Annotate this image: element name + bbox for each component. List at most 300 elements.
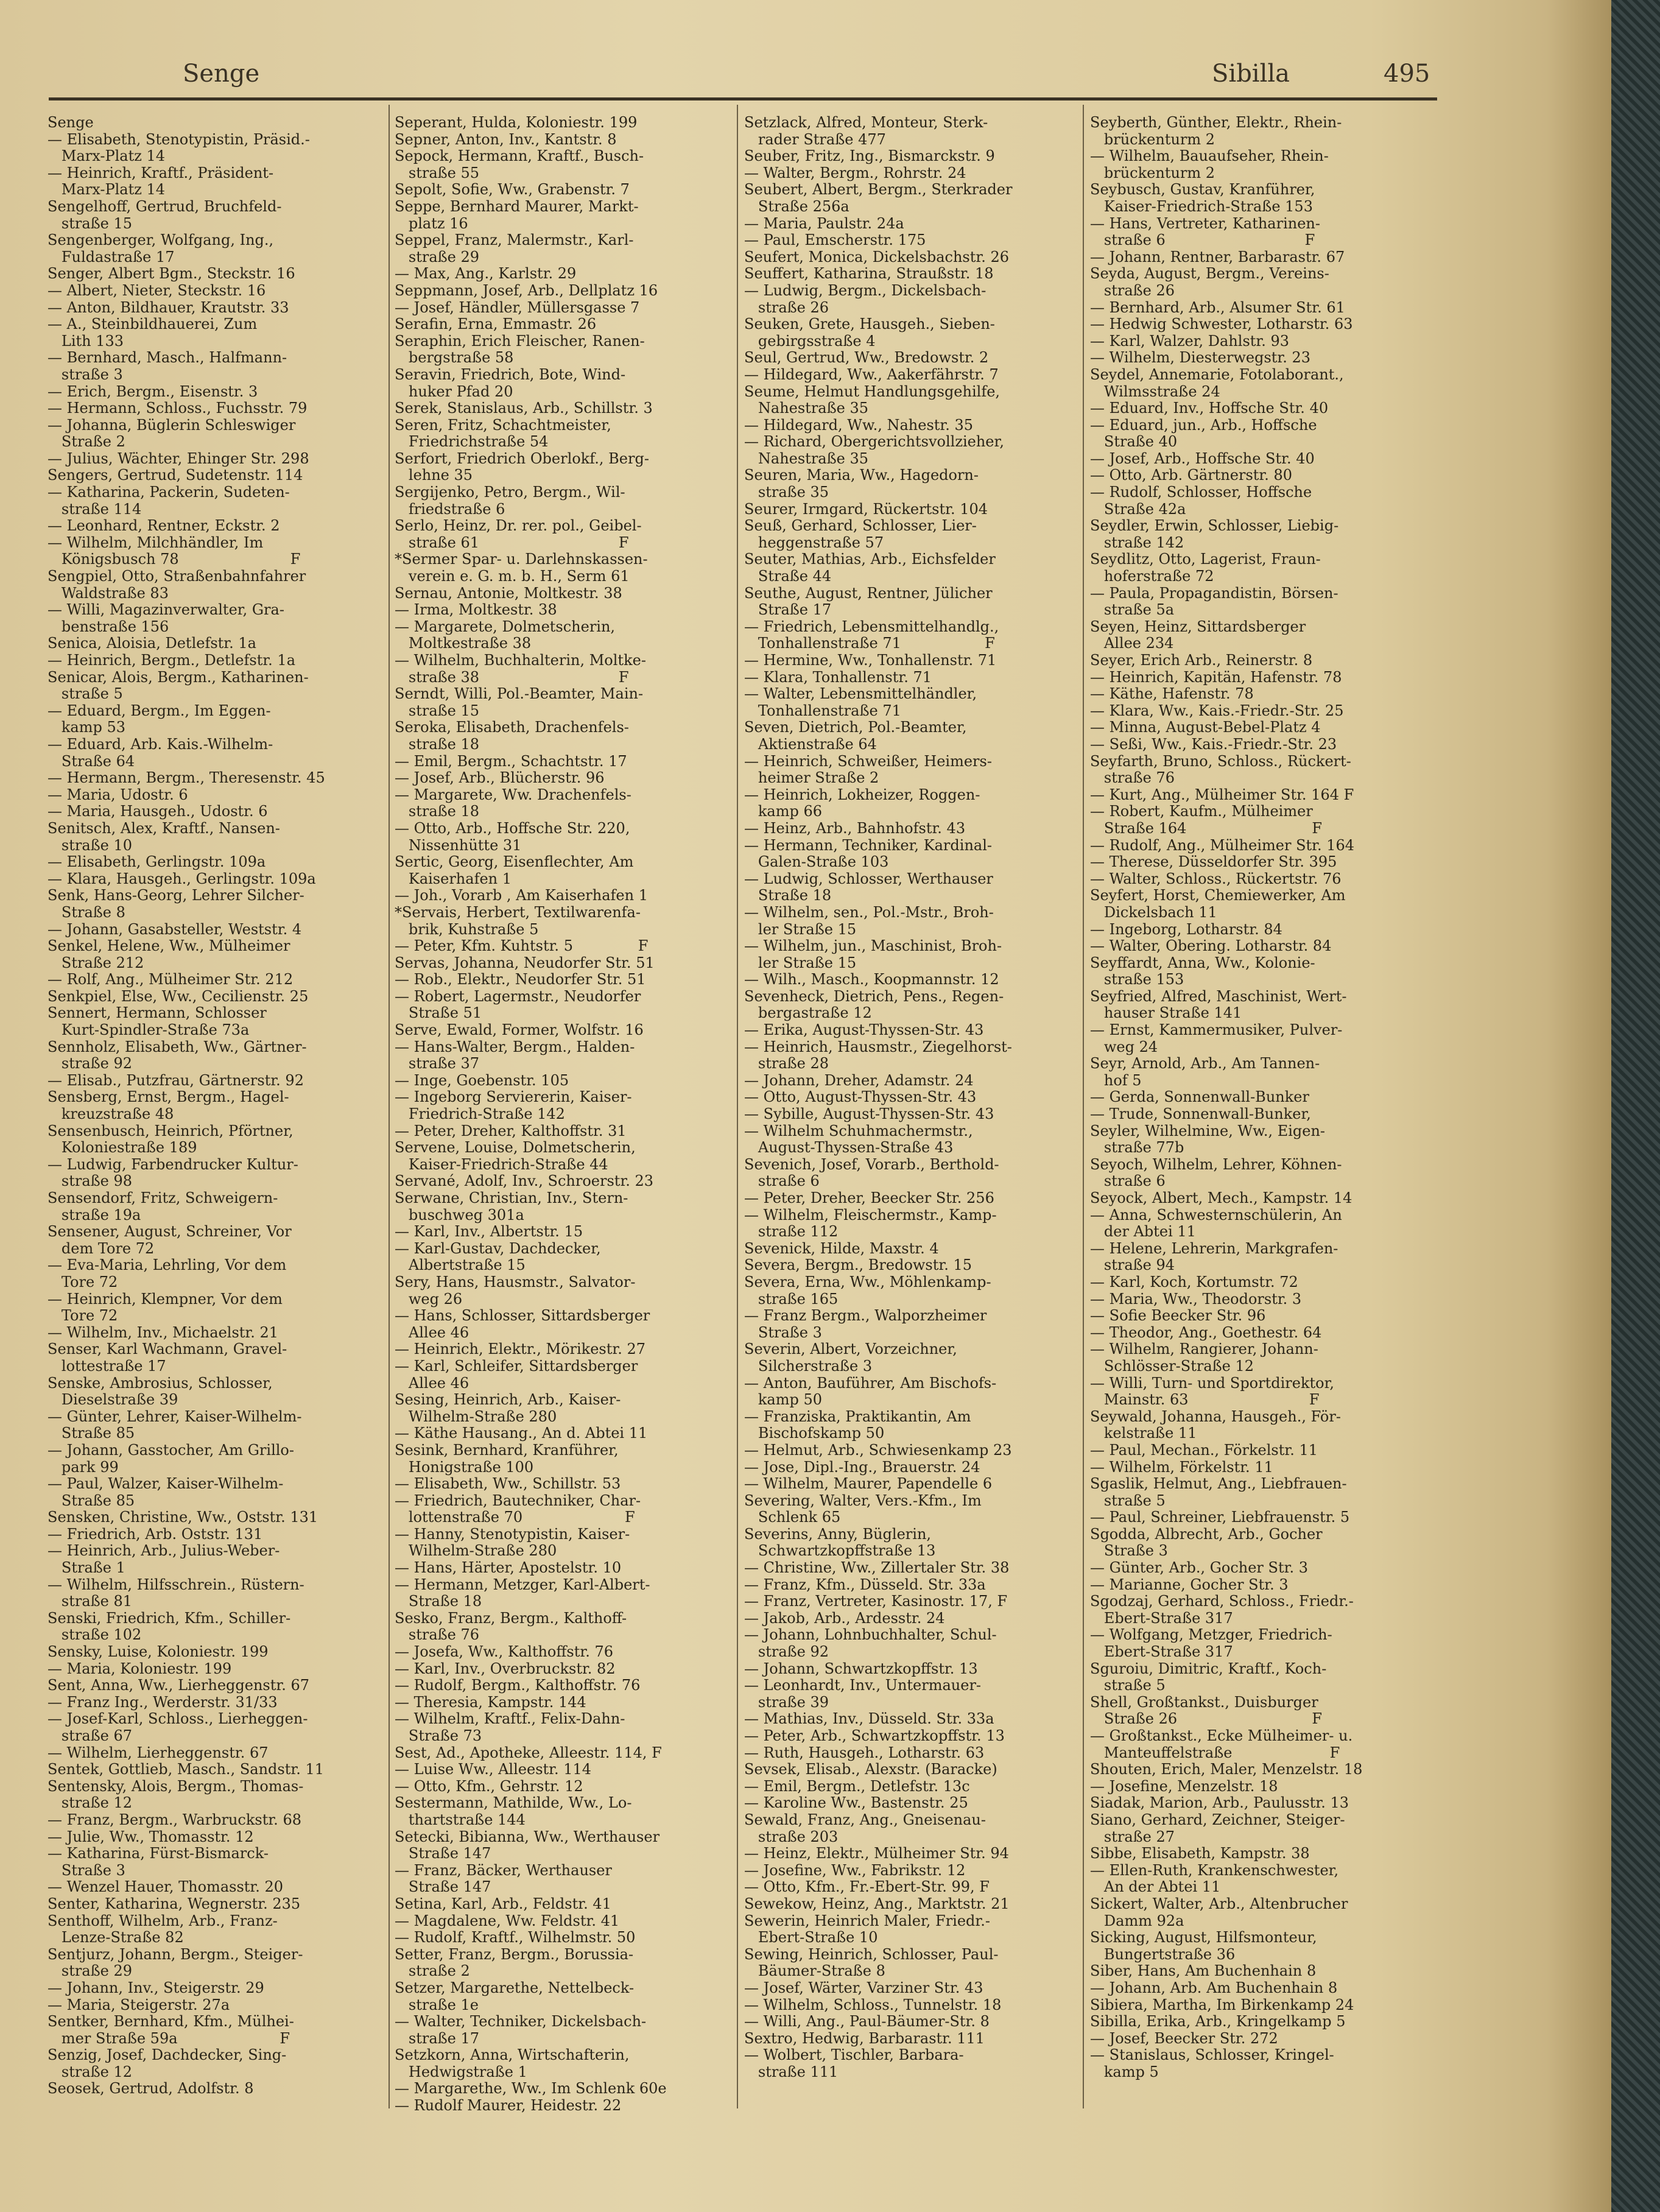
directory-line: Senk, Hans-Georg, Lehrer Silcher- (47, 887, 304, 904)
directory-line: — Karl, Inv., Albertstr. 15 (395, 1223, 583, 1241)
directory-line: kamp 53 (47, 719, 126, 736)
directory-line: Sibbe, Elisabeth, Kampstr. 38 (1090, 1845, 1310, 1862)
directory-line: Straße 2 (47, 433, 125, 451)
directory-line: Nahestraße 35 (744, 400, 869, 417)
directory-line: hauser Straße 141 (1090, 1004, 1242, 1022)
directory-line: — Josefine, Ww., Fabrikstr. 12 (744, 1861, 966, 1879)
directory-line: straße 17 (395, 2029, 480, 2047)
directory-line: Senske, Ambrosius, Schlosser, (47, 1374, 273, 1392)
directory-line: — Walter, Obering. Lotharstr. 84 (1090, 937, 1332, 955)
directory-line: Seuren, Maria, Ww., Hagedorn- (744, 467, 979, 484)
directory-line: — Wilhelm, Inv., Michaelstr. 21 (47, 1323, 279, 1341)
directory-line: mer Straße 59a F (47, 2029, 290, 2047)
directory-line: Friedrichstraße 54 (395, 433, 549, 451)
directory-line: Seyfert, Horst, Chemiewerker, Am (1090, 887, 1346, 904)
directory-line: — Johann, Dreher, Adamstr. 24 (744, 1071, 974, 1089)
directory-line: Schwartzkopffstraße 13 (744, 1542, 936, 1560)
directory-line: straße 6 (744, 1172, 820, 1190)
directory-line: — Heinrich, Elektr., Mörikestr. 27 (395, 1340, 646, 1358)
directory-line: — Käthe Hausang., An d. Abtei 11 (395, 1425, 648, 1442)
directory-line: Senkpiel, Else, Ww., Cecilienstr. 25 (47, 987, 309, 1005)
directory-line: — Maria, Udostr. 6 (47, 786, 188, 803)
directory-line: straße 39 (744, 1693, 829, 1711)
directory-line: straße 28 (744, 1055, 829, 1073)
directory-line: — Erich, Bergm., Eisenstr. 3 (47, 382, 258, 400)
directory-line: weg 24 (1090, 1038, 1158, 1055)
directory-line: — Wolfgang, Metzger, Friedrich- (1090, 1626, 1332, 1644)
directory-line: Straße 26 F (1090, 1710, 1323, 1728)
directory-line: Straße 147 (395, 1878, 491, 1896)
directory-line: Sensener, August, Schreiner, Vor (47, 1223, 292, 1241)
directory-line: straße 6 (1090, 1172, 1166, 1190)
directory-line: Straße 73 (395, 1727, 482, 1744)
directory-line: Seume, Helmut Handlungsgehilfe, (744, 382, 1001, 400)
directory-line: — Otto, Arb. Gärtnerstr. 80 (1090, 467, 1293, 484)
directory-line: Albertstraße 15 (395, 1256, 526, 1274)
directory-line: Sepner, Anton, Inv., Kantstr. 8 (395, 130, 617, 148)
directory-line: — Heinrich, Schweißer, Heimers- (744, 752, 992, 770)
directory-line: ler Straße 15 (744, 920, 857, 938)
book-spine (1611, 0, 1660, 2212)
directory-line: — Wilhelm, Milchhändler, Im (47, 534, 264, 551)
directory-line: Serafin, Erna, Emmastr. 26 (395, 315, 597, 333)
directory-line: straße 10 (47, 836, 133, 854)
directory-line: straße 19a (47, 1206, 141, 1224)
directory-line: — Paul, Mechan., Förkelstr. 11 (1090, 1441, 1318, 1459)
directory-line: — Margarete, Ww. Drachenfels- (395, 786, 631, 803)
directory-line: *Sermer Spar- u. Darlehnskassen- (395, 551, 648, 568)
directory-line: Sengenberger, Wolfgang, Ing., (47, 231, 274, 249)
directory-line: — Helmut, Arb., Schwiesenkamp 23 (744, 1441, 1012, 1459)
directory-line: straße 92 (47, 1055, 133, 1073)
directory-line: huker Pfad 20 (395, 382, 513, 400)
directory-line: — Heinrich, Bergm., Detlefstr. 1a (47, 652, 296, 669)
directory-line: Seuter, Mathias, Arb., Eichsfelder (744, 551, 996, 568)
directory-line: Seuß, Gerhard, Schlosser, Lier- (744, 517, 977, 535)
directory-line: straße 38 F (395, 668, 629, 686)
directory-line: — Johann, Inv., Steigerstr. 29 (47, 1979, 264, 1996)
directory-line: — Willi, Magazinverwalter, Gra- (47, 601, 284, 619)
directory-line: Servene, Louise, Dolmetscherin, (395, 1139, 636, 1157)
directory-line: Seosek, Gertrud, Adolfstr. 8 (47, 2080, 254, 2098)
directory-line: Senter, Katharina, Wegnerstr. 235 (47, 1895, 301, 1912)
directory-line: friedstraße 6 (395, 500, 505, 518)
directory-line: Wilmsstraße 24 (1090, 382, 1220, 400)
directory-line: — Karl, Inv., Overbruckstr. 82 (395, 1660, 616, 1677)
directory-line: Serndt, Willi, Pol.-Beamter, Main- (395, 685, 644, 703)
directory-line: — Paula, Propagandistin, Börsen- (1090, 584, 1338, 602)
directory-line: — Stanislaus, Schlosser, Kringel- (1090, 2046, 1334, 2064)
directory-line: lehne 35 (395, 467, 473, 484)
directory-line: An der Abtei 11 (1090, 1878, 1221, 1896)
directory-line: kamp 50 (744, 1391, 823, 1409)
directory-line: Senitsch, Alex, Kraftf., Nansen- (47, 819, 280, 837)
column-divider (737, 105, 738, 2108)
directory-line: benstraße 156 (47, 618, 169, 635)
directory-line: verein e. G. m. b. H., Serm 61 (395, 568, 630, 585)
directory-line: weg 26 (395, 1290, 463, 1308)
directory-line: — Johann, Rentner, Barbarastr. 67 (1090, 248, 1345, 266)
directory-line: — Otto, Kfm., Gehrstr. 12 (395, 1777, 583, 1795)
directory-line: — Walter, Techniker, Dickelsbach- (395, 2013, 647, 2031)
directory-line: straße 2 (395, 1962, 470, 1980)
directory-line: bergastraße 12 (744, 1004, 872, 1022)
directory-line: Sewekow, Heinz, Ang., Marktstr. 21 (744, 1895, 1010, 1912)
directory-line: — Maria, Koloniestr. 199 (47, 1660, 232, 1677)
directory-line: — Wilhelm, Fleischermstr., Kamp- (744, 1206, 997, 1224)
directory-line: — Trude, Sonnenwall-Bunker, (1090, 1105, 1311, 1123)
directory-line: Severa, Erna, Ww., Möhlenkamp- (744, 1273, 991, 1291)
directory-line: Seuber, Fritz, Ing., Bismarckstr. 9 (744, 147, 995, 165)
directory-line: — Ludwig, Farbendrucker Kultur- (47, 1155, 298, 1173)
directory-line: brik, Kuhstraße 5 (395, 920, 539, 938)
directory-line: — Hermann, Techniker, Kardinal- (744, 836, 992, 854)
directory-line: — Hermann, Bergm., Theresenstr. 45 (47, 769, 325, 787)
directory-line: Seyoch, Wilhelm, Lehrer, Köhnen- (1090, 1155, 1342, 1173)
directory-line: Kaiserhafen 1 (395, 870, 512, 887)
directory-line: Waldstraße 83 (47, 584, 169, 602)
directory-line: lottestraße 17 (47, 1357, 166, 1375)
directory-line: straße 94 (1090, 1256, 1175, 1274)
directory-line: — Otto, August-Thyssen-Str. 43 (744, 1088, 977, 1106)
directory-line: — Klara, Hausgeh., Gerlingstr. 109a (47, 870, 316, 887)
directory-line: straße 35 (744, 484, 829, 501)
directory-line: — Inge, Goebenstr. 105 (395, 1071, 569, 1089)
directory-line: straße 5a (1090, 601, 1175, 619)
directory-line: straße 29 (47, 1962, 133, 1980)
directory-line: Senzig, Josef, Dachdecker, Sing- (47, 2046, 287, 2064)
directory-line: — Paul, Schreiner, Liebfrauenstr. 5 (1090, 1509, 1350, 1526)
directory-line: Sgaslik, Helmut, Ang., Liebfrauen- (1090, 1475, 1347, 1493)
directory-line: Siadak, Marion, Arb., Paulusstr. 13 (1090, 1794, 1349, 1812)
directory-line: Bischofskamp 50 (744, 1425, 885, 1442)
directory-line: — Richard, Obergerichtsvollzieher, (744, 433, 1004, 451)
directory-line: — Elisabeth, Ww., Schillstr. 53 (395, 1475, 621, 1493)
directory-line: — Klara, Ww., Kais.-Friedr.-Str. 25 (1090, 702, 1344, 719)
directory-line: Sepock, Hermann, Kraftf., Busch- (395, 147, 644, 165)
directory-line: — Elisabeth, Gerlingstr. 109a (47, 853, 266, 871)
directory-line: — Johann, Gasstocher, Am Grillo- (47, 1441, 294, 1459)
directory-line: Lenze-Straße 82 (47, 1929, 184, 1946)
directory-line: — Albert, Nieter, Steckstr. 16 (47, 281, 266, 299)
directory-line: Fuldastraße 17 (47, 248, 175, 266)
directory-line: — Friedrich, Lebensmittelhandlg., (744, 618, 999, 635)
directory-line: Sesko, Franz, Bergm., Kalthoff- (395, 1609, 627, 1627)
directory-line: straße 203 (744, 1828, 839, 1845)
directory-line: thartstraße 144 (395, 1811, 526, 1828)
directory-line: Bäumer-Straße 8 (744, 1962, 885, 1980)
directory-line: — Franz Ing., Werderstr. 31/33 (47, 1693, 278, 1711)
directory-line: — Julie, Ww., Thomasstr. 12 (47, 1828, 254, 1845)
directory-line: — Paul, Walzer, Kaiser-Wilhelm- (47, 1475, 284, 1493)
directory-line: — Max, Ang., Karlstr. 29 (395, 265, 577, 283)
directory-line: — Maria, Ww., Theodorstr. 3 (1090, 1290, 1302, 1308)
directory-line: — Heinz, Arb., Bahnhofstr. 43 (744, 819, 966, 837)
directory-line: Setzer, Margarethe, Nettelbeck- (395, 1979, 635, 1996)
directory-line: straße 114 (47, 500, 142, 518)
directory-line: — Christine, Ww., Zillertaler Str. 38 (744, 1559, 1010, 1577)
directory-line: Severa, Bergm., Bredowstr. 15 (744, 1256, 972, 1274)
directory-line: Schlösser-Straße 12 (1090, 1357, 1254, 1375)
directory-line: — Elisab., Putzfrau, Gärtnerstr. 92 (47, 1071, 304, 1089)
directory-line: Sevsek, Elisab., Alexstr. (Baracke) (744, 1761, 997, 1778)
directory-line: — Günter, Arb., Gocher Str. 3 (1090, 1559, 1308, 1577)
directory-line: Dieselstraße 39 (47, 1391, 178, 1409)
directory-line: — Hans-Walter, Bergm., Halden- (395, 1038, 635, 1055)
directory-line: — Minna, August-Bebel-Platz 4 (1090, 719, 1321, 736)
directory-line: — Josef, Beecker Str. 272 (1090, 2029, 1278, 2047)
directory-line: — Leonhard, Rentner, Eckstr. 2 (47, 517, 280, 535)
column-4 (1090, 114, 1419, 2080)
directory-line: straße 76 (1090, 769, 1175, 787)
directory-line: straße 153 (1090, 971, 1184, 988)
directory-line: — Hans, Schlosser, Sittardsberger (395, 1307, 650, 1325)
directory-line: Hedwigstraße 1 (395, 2063, 527, 2080)
header-rule (49, 97, 1437, 100)
directory-line: Tore 72 (47, 1273, 118, 1291)
directory-line: hof 5 (1090, 1071, 1142, 1089)
directory-line: Straße 18 (744, 887, 832, 904)
directory-line: — Hermann, Metzger, Karl-Albert- (395, 1576, 650, 1593)
directory-line: — Wilhelm, Rangierer, Johann- (1090, 1340, 1318, 1358)
directory-line: straße 81 (47, 1593, 133, 1610)
directory-line: — Hermine, Ww., Tonhallenstr. 71 (744, 652, 997, 669)
directory-line: gebirgsstraße 4 (744, 332, 876, 350)
directory-line: Seraphin, Erich Fleischer, Ranen- (395, 332, 645, 350)
directory-line: Sengers, Gertrud, Sudetenstr. 114 (47, 467, 303, 484)
directory-line: lottenstraße 70 F (395, 1509, 635, 1526)
directory-line: August-Thyssen-Straße 43 (744, 1139, 954, 1157)
directory-line: ler Straße 15 (744, 954, 857, 971)
directory-line: Sewald, Franz, Ang., Gneisenau- (744, 1811, 986, 1828)
directory-line: — Hermann, Schloss., Fuchsstr. 79 (47, 400, 308, 417)
directory-line: Sensky, Luise, Koloniestr. 199 (47, 1643, 269, 1661)
directory-line: kamp 66 (744, 803, 823, 820)
directory-line: straße 18 (395, 735, 480, 753)
directory-line: Dickelsbach 11 (1090, 903, 1217, 921)
directory-line: Straße 44 (744, 568, 832, 585)
directory-line: Seywald, Johanna, Hausgeh., För- (1090, 1407, 1341, 1425)
directory-line: Seravin, Friedrich, Bote, Wind- (395, 365, 626, 383)
directory-line: Serfort, Friedrich Oberlokf., Berg- (395, 449, 649, 467)
directory-line: Manteuffelstraße F (1090, 1744, 1340, 1761)
directory-line: — Marianne, Gocher Str. 3 (1090, 1576, 1289, 1593)
directory-line: — Wilhelm, Kraftf., Felix-Dahn- (395, 1710, 625, 1728)
page-number: 495 (1384, 60, 1430, 88)
running-head-right: Sibilla (1212, 60, 1290, 88)
directory-line: Seppe, Bernhard Maurer, Markt- (395, 197, 639, 215)
directory-line: — Anton, Bildhauer, Krautstr. 33 (47, 298, 289, 316)
directory-line: — Josefine, Menzelstr. 18 (1090, 1777, 1278, 1795)
directory-line: Tonhallenstraße 71 F (744, 635, 995, 652)
directory-line: Siano, Gerhard, Zeichner, Steiger- (1090, 1811, 1345, 1828)
directory-line: Shell, Großtankst., Duisburger (1090, 1693, 1318, 1711)
directory-line: Sensendorf, Fritz, Schweigern- (47, 1189, 278, 1206)
directory-line: — Franz, Bergm., Warbruckstr. 68 (47, 1811, 301, 1828)
directory-line: Seydler, Erwin, Schlosser, Liebig- (1090, 517, 1339, 535)
directory-line: Seuken, Grete, Hausgeh., Sieben- (744, 315, 995, 333)
directory-line: — Gerda, Sonnenwall-Bunker (1090, 1088, 1309, 1106)
directory-line: — Ludwig, Bergm., Dickelsbach- (744, 281, 987, 299)
directory-line: Straße 3 (1090, 1542, 1168, 1560)
directory-line: kamp 5 (1090, 2063, 1159, 2080)
directory-line: — Maria, Hausgeh., Udostr. 6 (47, 803, 268, 820)
directory-line: Wilhelm-Straße 280 (395, 1542, 557, 1560)
directory-line: — Wilhelm, sen., Pol.-Mstr., Broh- (744, 903, 994, 921)
directory-line: Seyler, Wilhelmine, Ww., Eigen- (1090, 1122, 1326, 1139)
directory-line: — Rudolf, Schlosser, Hoffsche (1090, 484, 1312, 501)
directory-line: Koloniestraße 189 (47, 1139, 197, 1157)
directory-line: Sentker, Bernhard, Kfm., Mülhei- (47, 2013, 294, 2031)
directory-line: — Otto, Arb., Hoffsche Str. 220, (395, 819, 630, 837)
directory-line: — Heinrich, Lokheizer, Roggen- (744, 786, 980, 803)
directory-line: — Julius, Wächter, Ehinger Str. 298 (47, 449, 309, 467)
directory-line: straße 18 (395, 803, 480, 820)
directory-line: — Johann, Arb. Am Buchenhain 8 (1090, 1979, 1338, 1996)
directory-line: kelstraße 11 (1090, 1425, 1197, 1442)
directory-line: Seyfried, Alfred, Maschinist, Wert- (1090, 987, 1347, 1005)
directory-line: — Ernst, Kammermusiker, Pulver- (1090, 1021, 1343, 1039)
directory-line: rader Straße 477 (744, 130, 886, 148)
directory-line: Seren, Fritz, Schachtmeister, (395, 416, 611, 434)
directory-line: Seul, Gertrud, Ww., Bredowstr. 2 (744, 349, 989, 367)
directory-line: Nissenhütte 31 (395, 836, 522, 854)
directory-line: straße 142 (1090, 534, 1184, 551)
directory-line: Seyberth, Günther, Elektr., Rhein- (1090, 114, 1342, 131)
directory-line: — Walter, Bergm., Rohrstr. 24 (744, 164, 966, 181)
directory-line: — Katharina, Packerin, Sudeten- (47, 484, 290, 501)
directory-line: — Wilhelm, Schloss., Tunnelstr. 18 (744, 1996, 1002, 2013)
directory-line: — Günter, Lehrer, Kaiser-Wilhelm- (47, 1407, 302, 1425)
directory-line: Tonhallenstraße 71 (744, 702, 901, 719)
directory-line: — Großtankst., Ecke Mülheimer- u. (1090, 1727, 1353, 1744)
directory-line: — Johann, Gasabsteller, Weststr. 4 (47, 920, 302, 938)
directory-line: Seyr, Arnold, Arb., Am Tannen- (1090, 1055, 1320, 1073)
directory-line: Seyda, August, Bergm., Vereins- (1090, 265, 1329, 283)
directory-line: Sextro, Hedwig, Barbarastr. 111 (744, 2029, 985, 2047)
directory-line: — Franz, Bäcker, Werthauser (395, 1861, 612, 1879)
directory-line: Severing, Walter, Vers.-Kfm., Im (744, 1492, 982, 1509)
directory-line: Seurer, Irmgard, Rückertstr. 104 (744, 500, 988, 518)
directory-line: Sewing, Heinrich, Schlosser, Paul- (744, 1945, 999, 1963)
directory-line: straße 77b (1090, 1139, 1184, 1157)
directory-line: bergstraße 58 (395, 349, 514, 367)
directory-line: — Karl, Koch, Kortumstr. 72 (1090, 1273, 1298, 1291)
directory-line: Sgodzaj, Gerhard, Schloss., Friedr.- (1090, 1593, 1354, 1610)
directory-line: straße 29 (395, 248, 480, 266)
directory-line: — Wolbert, Tischler, Barbara- (744, 2046, 964, 2064)
directory-line: Allee 46 (395, 1374, 470, 1392)
directory-line: Kaiser-Friedrich-Straße 153 (1090, 197, 1313, 215)
directory-line: — Ludwig, Schlosser, Werthauser (744, 870, 993, 887)
directory-line: — Kurt, Ang., Mülheimer Str. 164 F (1090, 786, 1354, 803)
directory-line: — Franz, Vertreter, Kasinostr. 17, F (744, 1593, 1008, 1610)
directory-line: — Anton, Bauführer, Am Bischofs- (744, 1374, 997, 1392)
directory-line: — Wilhelm, Diesterwegstr. 23 (1090, 349, 1311, 367)
directory-line: Sentensky, Alois, Bergm., Thomas- (47, 1777, 304, 1795)
directory-line: Sibilla, Erika, Arb., Kringelkamp 5 (1090, 2013, 1346, 2031)
directory-line: — Johanna, Büglerin Schleswiger (47, 416, 296, 434)
directory-line: Setzlack, Alfred, Monteur, Sterk- (744, 114, 988, 131)
directory-line: platz 16 (395, 214, 468, 232)
directory-line: — Wilhelm, Lierheggenstr. 67 (47, 1744, 269, 1761)
directory-line: straße 26 (1090, 281, 1175, 299)
directory-line: — Sofie Beecker Str. 96 (1090, 1307, 1266, 1325)
directory-line: — Leonhardt, Inv., Untermauer- (744, 1677, 982, 1694)
directory-line: Sergijenko, Petro, Bergm., Wil- (395, 484, 625, 501)
directory-line: Severins, Anny, Büglerin, (744, 1525, 932, 1543)
directory-line: Seufert, Monica, Dickelsbachstr. 26 (744, 248, 1009, 266)
directory-line: Serwane, Christian, Inv., Stern- (395, 1189, 628, 1206)
directory-line: Senkel, Helene, Ww., Mülheimer (47, 937, 290, 955)
directory-line: heggenstraße 57 (744, 534, 884, 551)
directory-line: Straße 18 (395, 1593, 482, 1610)
column-3 (744, 114, 1073, 2080)
directory-line: Seyfarth, Bruno, Schloss., Rückert- (1090, 752, 1351, 770)
directory-line: — Eduard, Bergm., Im Eggen- (47, 702, 271, 719)
directory-line: park 99 (47, 1458, 119, 1476)
directory-line: Straße 1 (47, 1559, 125, 1577)
directory-line: — Käthe, Hafenstr. 78 (1090, 685, 1254, 703)
directory-line: — Heinrich, Kraftf., Präsident- (47, 164, 274, 181)
directory-line: — Theodor, Ang., Goethestr. 64 (1090, 1323, 1322, 1341)
directory-line: — Heinrich, Kapitän, Hafenstr. 78 (1090, 668, 1342, 686)
directory-line: — Eduard, jun., Arb., Hoffsche (1090, 416, 1317, 434)
directory-line: — Wilhelm, Bauaufseher, Rhein- (1090, 147, 1329, 165)
directory-line: — Mathias, Inv., Düsseld. Str. 33a (744, 1710, 994, 1728)
directory-line: Setina, Karl, Arb., Feldstr. 41 (395, 1895, 611, 1912)
directory-line: Sest, Ad., Apotheke, Alleestr. 114, F (395, 1744, 662, 1761)
directory-line: — Rudolf, Kraftf., Wilhelmstr. 50 (395, 1929, 636, 1946)
directory-line: — Josefa, Ww., Kalthoffstr. 76 (395, 1643, 614, 1661)
directory-line: dem Tore 72 (47, 1239, 155, 1257)
directory-line: — Rudolf, Bergm., Kalthoffstr. 76 (395, 1677, 641, 1694)
directory-line: — Peter, Dreher, Beecker Str. 256 (744, 1189, 994, 1206)
directory-line: Seuffert, Katharina, Straußstr. 18 (744, 265, 994, 283)
directory-line: Shouten, Erich, Maler, Menzelstr. 18 (1090, 1761, 1363, 1778)
directory-line: straße 12 (47, 2063, 133, 2080)
directory-line: — A., Steinbildhauerei, Zum (47, 315, 258, 333)
directory-line: Sennholz, Elisabeth, Ww., Gärtner- (47, 1038, 307, 1055)
directory-line: Severin, Albert, Vorzeichner, (744, 1340, 957, 1358)
directory-line: Sewerin, Heinrich Maler, Friedr.- (744, 1912, 990, 1929)
directory-line: — Anna, Schwesternschülerin, An (1090, 1206, 1342, 1224)
directory-line: — Bernhard, Arb., Alsumer Str. 61 (1090, 298, 1345, 316)
directory-line: Straße 164 F (1090, 819, 1323, 837)
directory-line: Seroka, Elisabeth, Drachenfels- (395, 719, 629, 736)
directory-line: straße 61 F (395, 534, 629, 551)
directory-line: — Margarete, Dolmetscherin, (395, 618, 616, 635)
directory-line: straße 55 (395, 164, 480, 181)
directory-line: — Wenzel Hauer, Thomasstr. 20 (47, 1878, 284, 1896)
directory-line: Servané, Adolf, Inv., Schroerstr. 23 (395, 1172, 654, 1190)
directory-line: Sengpiel, Otto, Straßenbahnfahrer (47, 568, 306, 585)
directory-line: — Wilhelm, Hilfsschrein., Rüstern- (47, 1576, 304, 1593)
directory-line: kreuzstraße 48 (47, 1105, 174, 1123)
directory-line: Lith 133 (47, 332, 124, 350)
directory-line: — Ruth, Hausgeh., Lotharstr. 63 (744, 1744, 985, 1761)
directory-line: — Emil, Bergm., Schachtstr. 17 (395, 752, 627, 770)
directory-line: Senser, Karl Wachmann, Gravel- (47, 1340, 287, 1358)
directory-line: — Josef, Arb., Blücherstr. 96 (395, 769, 605, 787)
directory-line: Sery, Hans, Hausmstr., Salvator- (395, 1273, 636, 1291)
directory-line: straße 26 (744, 298, 829, 316)
directory-line: — Rob., Elektr., Neudorfer Str. 51 (395, 971, 646, 988)
directory-line: Kurt-Spindler-Straße 73a (47, 1021, 250, 1039)
directory-line: Straße 51 (395, 1004, 482, 1022)
directory-line: — Peter, Arb., Schwartzkopffstr. 13 (744, 1727, 1005, 1744)
directory-line: Sensenbusch, Heinrich, Pförtner, (47, 1122, 294, 1139)
